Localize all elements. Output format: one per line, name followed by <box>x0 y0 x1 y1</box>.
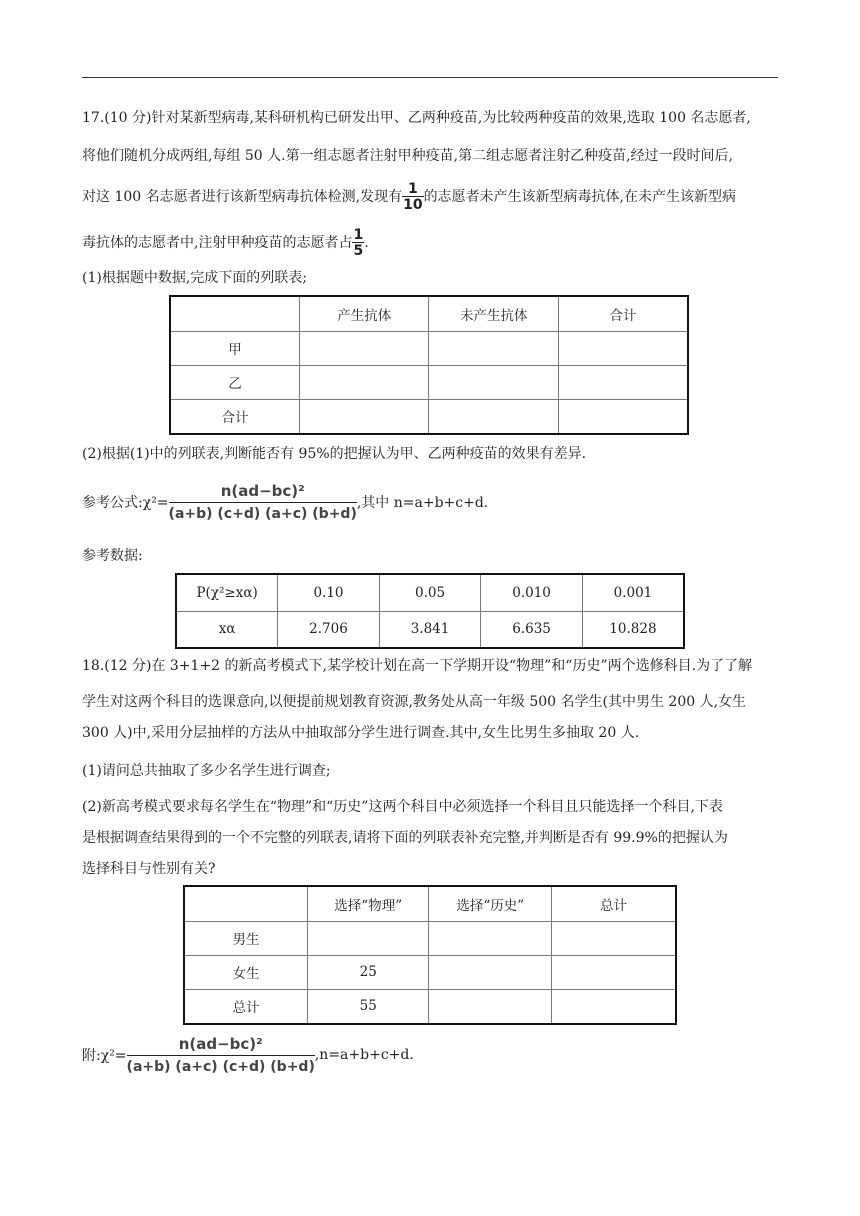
fraction-one-tenth <box>402 182 423 212</box>
q18-line-2: 学生对这两个科目的选课意向,以便提前规划教育资源,教务处从高一年级 500 名学生(其中男生 200 人,女生 <box>82 694 747 710</box>
q18-line-1: 18.(12 分)在 3+1+2 的新高考模式下,某学校计划在高一下学期开设“物理”和“历史”两个选修科目.为了了解 <box>82 658 753 674</box>
table-cell <box>429 921 552 955</box>
fraction-numerator: 1 <box>353 227 364 243</box>
fraction-one-fifth <box>352 228 364 258</box>
fraction-denominator: 10 <box>403 197 423 213</box>
table-row <box>184 921 676 955</box>
table-cell: 总计 <box>184 989 307 1024</box>
table-row-label: P(χ²≥xα) <box>176 574 278 611</box>
q17-line-4-text-b: . <box>364 235 369 251</box>
table-header-row <box>170 296 688 331</box>
table-cell <box>552 921 676 955</box>
table-cell <box>307 921 429 955</box>
table-cell: 0.001 <box>582 574 684 611</box>
table-cell <box>300 331 429 365</box>
q17-line-4 <box>82 228 782 258</box>
q17-part-1: (1)根据题中数据,完成下面的列联表; <box>82 270 307 286</box>
table-cell <box>429 399 558 434</box>
table-cell: 0.010 <box>481 574 583 611</box>
table-cell <box>552 955 676 989</box>
table-row <box>176 611 684 648</box>
q17-line-3-text-a: 对这 100 名志愿者进行该新型病毒抗体检测,发现有 <box>82 189 403 205</box>
table-row <box>184 955 676 989</box>
q17-contingency-table <box>169 295 689 435</box>
table-header-cell: 总计 <box>552 886 676 921</box>
formula-suffix: ,n=a+b+c+d. <box>314 1047 414 1063</box>
table-row <box>170 365 688 399</box>
table-header-cell: 选择“历史” <box>429 886 552 921</box>
fraction-denominator: 5 <box>353 243 364 259</box>
table-cell: 10.828 <box>582 611 684 648</box>
formula-numerator: n(ad−bc)² <box>178 1035 263 1053</box>
table-cell <box>558 399 688 434</box>
formula-denominator: (a+b) (c+d) (a+c) (b+d) <box>169 502 357 522</box>
chi-square-fraction <box>169 482 357 522</box>
table-cell: 乙 <box>170 365 300 399</box>
table-header-row <box>184 886 676 921</box>
table-cell: 2.706 <box>278 611 380 648</box>
table-cell <box>429 989 552 1024</box>
formula-prefix: 附:χ²= <box>82 1048 127 1064</box>
table-cell: 甲 <box>170 331 300 365</box>
q18-part-2-line-2: 是根据调查结果得到的一个不完整的列联表,请将下面的列联表补充完整,并判断是否有 99.9%的把握认为 <box>82 830 728 846</box>
chi-square-fraction <box>127 1035 315 1075</box>
table-cell: 25 <box>307 955 429 989</box>
table-cell: 3.841 <box>379 611 481 648</box>
formula-denominator: (a+b) (a+c) (c+d) (b+d) <box>127 1055 315 1075</box>
table-cell: 男生 <box>184 921 307 955</box>
table-header-cell: 产生抗体 <box>300 296 429 331</box>
table-header-cell: 未产生抗体 <box>429 296 558 331</box>
q17-line-2: 将他们随机分成两组,每组 50 人.第一组志愿者注射甲种疫苗,第二组志愿者注射乙种疫苗,经过一段时间后, <box>82 148 733 164</box>
table-cell <box>558 331 688 365</box>
q18-line-3: 300 人)中,采用分层抽样的方法从中抽取部分学生进行调查.其中,女生比男生多抽取 20 人. <box>82 725 640 741</box>
fraction-numerator: 1 <box>407 181 418 197</box>
table-row <box>184 989 676 1024</box>
q17-line-4-text-a: 毒抗体的志愿者中,注射甲种疫苗的志愿者占 <box>82 235 353 251</box>
table-cell: 0.05 <box>379 574 481 611</box>
q18-formula <box>82 1035 782 1075</box>
table-cell <box>300 399 429 434</box>
table-cell: 合计 <box>170 399 300 434</box>
header-rule <box>82 77 778 78</box>
q18-part-2-line-1: (2)新高考模式要求每名学生在“物理”和“历史”这两个科目中必须选择一个科目且只能选择一个科目,下表 <box>82 799 723 815</box>
table-header-cell <box>184 886 307 921</box>
q17-line-3 <box>82 182 782 212</box>
table-cell <box>429 365 558 399</box>
reference-data-table <box>175 573 685 649</box>
q18-part-1: (1)请问总共抽取了多少名学生进行调查; <box>82 763 331 779</box>
table-row-label: xα <box>176 611 278 648</box>
q17-formula <box>82 482 782 522</box>
table-row <box>170 331 688 365</box>
table-cell <box>429 955 552 989</box>
q18-contingency-table <box>183 885 677 1025</box>
table-header-cell: 选择“物理” <box>307 886 429 921</box>
table-cell: 6.635 <box>481 611 583 648</box>
table-cell <box>300 365 429 399</box>
table-cell: 55 <box>307 989 429 1024</box>
formula-numerator: n(ad−bc)² <box>220 482 305 500</box>
q17-line-1: 17.(10 分)针对某新型病毒,某科研机构已研发出甲、乙两种疫苗,为比较两种疫苗的效果,选取 100 名志愿者, <box>82 110 751 126</box>
table-header-cell: 合计 <box>558 296 688 331</box>
table-header-cell <box>170 296 300 331</box>
table-row <box>170 399 688 434</box>
table-cell <box>552 989 676 1024</box>
table-cell: 0.10 <box>278 574 380 611</box>
table-row <box>176 574 684 611</box>
q17-part-2: (2)根据(1)中的列联表,判断能否有 95%的把握认为甲、乙两种疫苗的效果有差异. <box>82 446 587 462</box>
q17-line-3-text-b: 的志愿者未产生该新型病毒抗体,在未产生该新型病 <box>423 189 737 205</box>
formula-suffix: ,其中 n=a+b+c+d. <box>356 495 489 511</box>
q18-part-2-line-3: 选择科目与性别有关? <box>82 861 216 877</box>
table-cell <box>429 331 558 365</box>
table-cell: 女生 <box>184 955 307 989</box>
formula-prefix: 参考公式:χ²= <box>82 495 169 511</box>
ref-data-label: 参考数据: <box>82 548 143 564</box>
table-cell <box>558 365 688 399</box>
